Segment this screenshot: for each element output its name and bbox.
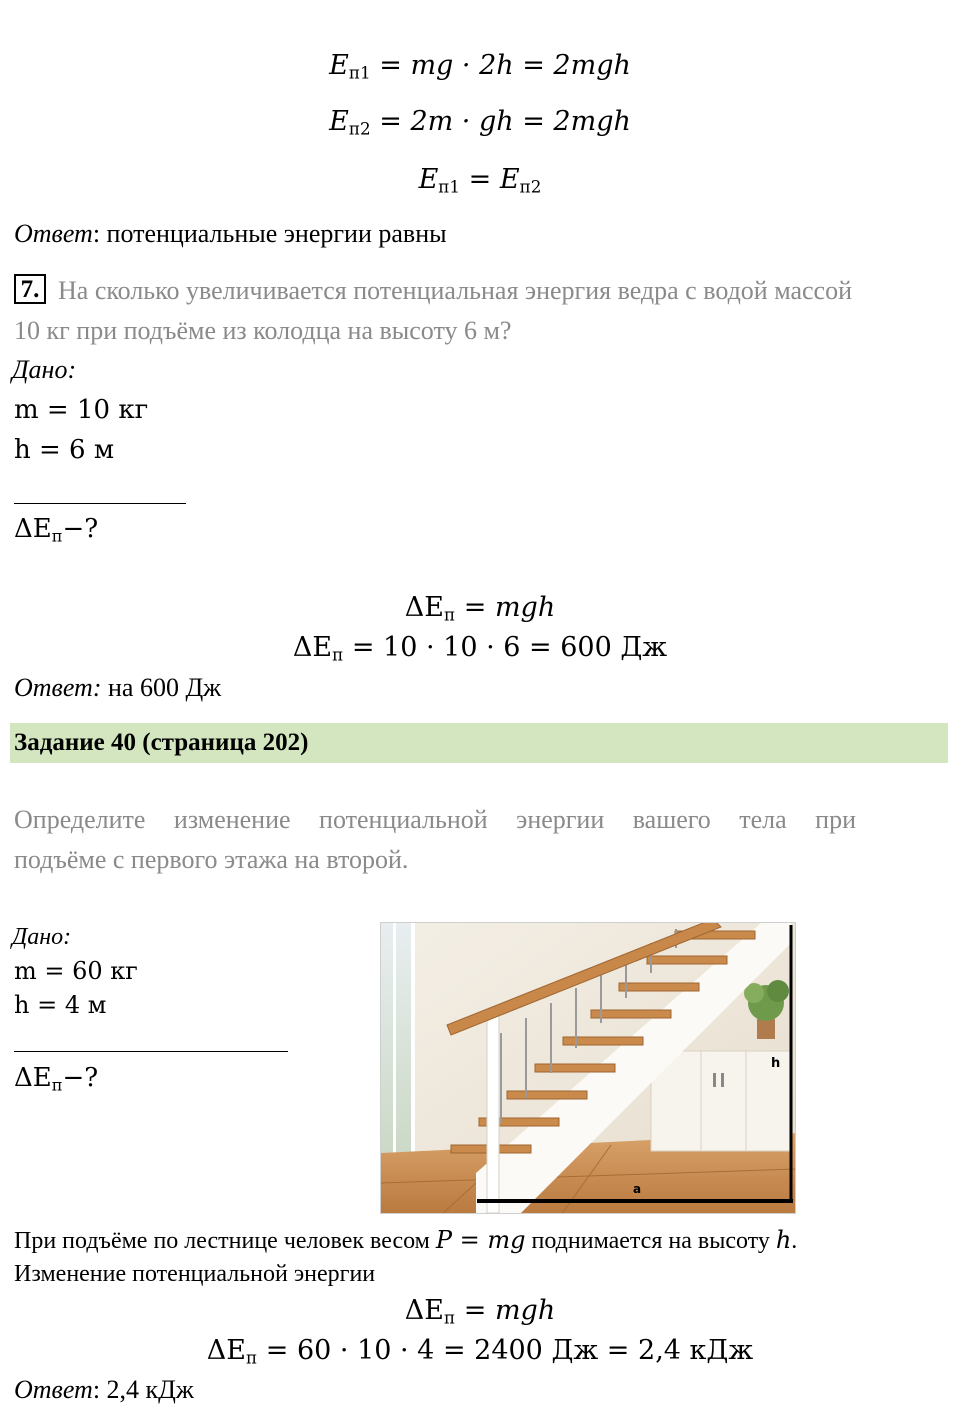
task40-header-band xyxy=(10,723,948,763)
task40-question-line2: подъёме с первого этажа на второй. xyxy=(14,845,409,874)
question-word: при xyxy=(815,805,856,834)
question-word: энергии xyxy=(516,805,605,834)
task7-given-m: m = 10 кг xyxy=(14,395,149,425)
task40-formula-general: $\Delta E_п$ = mgh xyxy=(404,1295,556,1328)
task40-given-label: Дано: xyxy=(12,924,72,950)
task40-question-line1 xyxy=(14,802,856,838)
equation-ep2: $E_{п2} = 2m$ · gh = 2mgh xyxy=(329,106,631,139)
task40-given-m: m = 60 кг xyxy=(14,957,138,985)
task40-answer: Ответ: 2,4 кДж xyxy=(14,1375,194,1404)
task40-find: $\Delta E_п-$? xyxy=(14,1063,99,1095)
equation-ep1: $E_{п1}$ = mg · 2h = 2mgh xyxy=(329,50,631,83)
dimension-label-a: a xyxy=(633,1182,642,1196)
task7-formula-numeric: $\Delta E_п = 10 \cdot 10 \cdot 6 = 600$ Дж xyxy=(292,632,668,665)
question-word: тела xyxy=(739,805,787,834)
task40-explanation-line1: При подъёме по лестнице человек весом P = mg поднимается на высоту h. xyxy=(14,1226,798,1254)
staircase-illustration xyxy=(381,923,796,1214)
question-word: вашего xyxy=(632,805,711,834)
given-divider xyxy=(14,503,186,504)
task40-header-title: Задание 40 (страница 202) xyxy=(14,729,309,756)
dimension-label-h: h xyxy=(771,1056,781,1071)
question-word: Определите xyxy=(14,805,146,834)
task-number-badge: 7. xyxy=(14,274,46,304)
answer-line-top: Ответ: потенциальные энергии равны xyxy=(14,219,447,248)
task7-formula-general: $\Delta E_п$ = mgh xyxy=(404,592,556,625)
equation-ep-equal: $E_{п1} = E_{п2}$ xyxy=(418,164,542,197)
question-word: потенциальной xyxy=(319,805,488,834)
task7-find: $\Delta E_п-$? xyxy=(14,514,99,546)
task40-formula-numeric: $\Delta E_п = 60 \cdot 10 \cdot 4 = 2400$ Дж = 2,4 кДж xyxy=(206,1335,754,1368)
staircase-photo xyxy=(380,922,796,1214)
task7-question-line1: На сколько увеличивается потенциальная энергия ведра с водой массой xyxy=(58,276,853,305)
task40-given-h: h = 4 м xyxy=(14,991,107,1019)
task7-answer: Ответ: на 600 Дж xyxy=(14,673,222,702)
task7-given-h: h = 6 м xyxy=(14,435,115,465)
task40-explanation-line2: Изменение потенциальной энергии xyxy=(14,1261,376,1287)
task7-given-label: Дано: xyxy=(12,355,77,384)
question-word: изменение xyxy=(173,805,291,834)
given-divider xyxy=(14,1051,288,1052)
task7-question-line2: 10 кг при подъёме из колодца на высоту 6 м? xyxy=(14,316,512,345)
